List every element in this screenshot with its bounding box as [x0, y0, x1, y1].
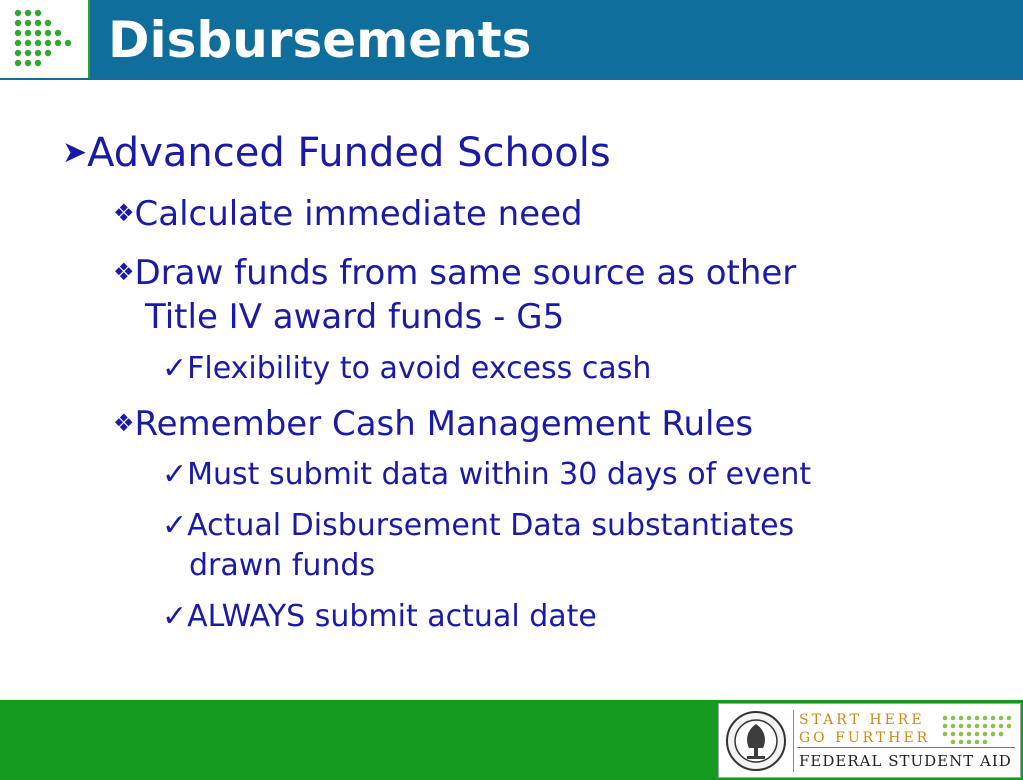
brand-separator — [793, 710, 794, 772]
checkmark-icon: ✓ — [162, 508, 188, 543]
page-title: Disbursements — [108, 11, 532, 69]
department-seal-icon — [725, 710, 787, 772]
brand-line-3: FEDERAL STUDENT AID — [799, 752, 1012, 770]
list-item — [113, 250, 796, 295]
main-bullet-item — [62, 130, 611, 176]
list-item-text: Calculate immediate need — [134, 194, 583, 234]
sub-list-item-text: Flexibility to avoid excess cash — [187, 351, 652, 386]
arrowhead-bullet-icon: ➤ — [62, 135, 88, 170]
sub-list-item-text: ALWAYS submit actual date — [187, 599, 597, 634]
brand-line-1: START HERE — [799, 712, 925, 728]
list-item-text: Title IV award funds - G5 — [145, 297, 565, 337]
list-item-text: Draw funds from same source as other — [134, 253, 797, 293]
sub-list-item — [162, 349, 651, 389]
sub-list-item-text: drawn funds — [189, 548, 376, 583]
brand-dot-grid-icon — [941, 714, 1017, 744]
brand-divider — [797, 747, 1015, 748]
list-item — [113, 191, 583, 236]
diamond-bullet-icon: ❖ — [113, 409, 135, 437]
diamond-bullet-icon: ❖ — [113, 199, 135, 227]
sub-list-item — [162, 455, 811, 495]
checkmark-icon: ✓ — [162, 599, 188, 634]
sub-list-item-continuation — [189, 546, 375, 586]
checkmark-icon: ✓ — [162, 457, 188, 492]
federal-student-aid-brand — [718, 703, 1021, 778]
checkmark-icon: ✓ — [162, 351, 188, 386]
sub-list-item — [162, 597, 597, 637]
list-item-text: Remember Cash Management Rules — [134, 404, 754, 444]
list-item — [113, 401, 753, 446]
sub-list-item — [162, 506, 794, 546]
list-item-continuation — [145, 295, 564, 339]
diamond-bullet-icon: ❖ — [113, 258, 135, 286]
sub-list-item-text: Must submit data within 30 days of event — [187, 457, 812, 492]
main-bullet-text: Advanced Funded Schools — [87, 130, 611, 176]
sub-list-item-text: Actual Disbursement Data substantiates — [187, 508, 795, 543]
brand-line-2: GO FURTHER — [799, 730, 931, 746]
